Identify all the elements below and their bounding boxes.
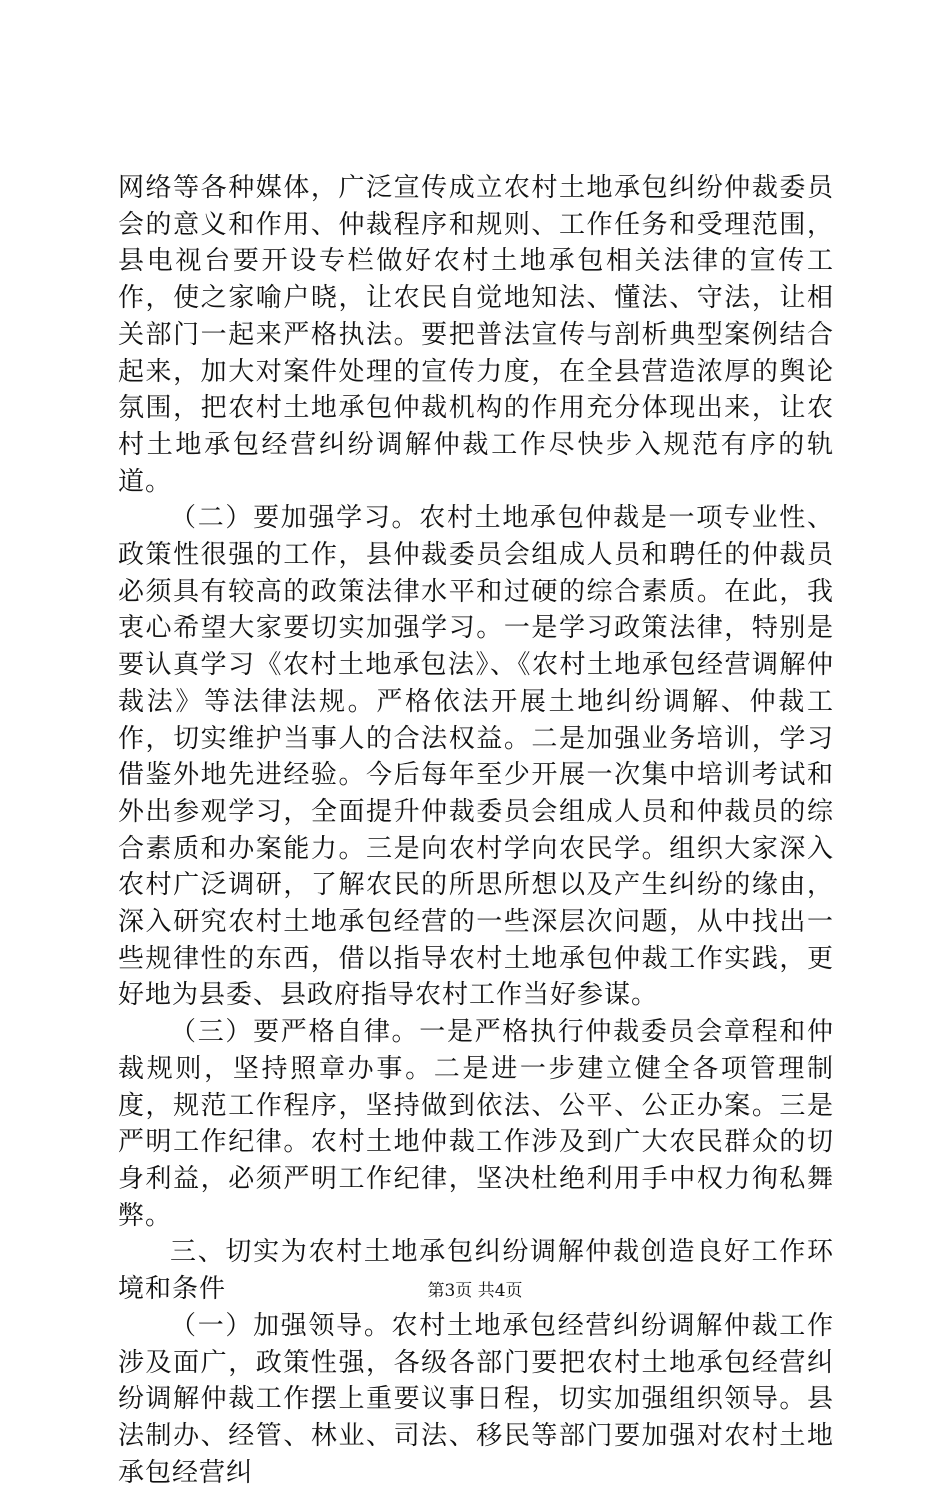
page-footer: 第3页 共4页 [427, 1281, 523, 1301]
paragraph-continued: 网络等各种媒体，广泛宣传成立农村土地承包纠纷仲裁委员会的意义和作用、仲裁程序和规则、工作任务和受理范围，县电视台要开设专栏做好农村土地承包相关法律的宣传工作，使之家喻户晓，让农民自觉地知法、懂法、守法，让相关部门一起来严格执法。要把普法宣传与剖析典型案例结合起来，加大对案件处理的宣传力度，在全县营造浓厚的舆论氛围，把农村土地承包仲裁机构的作用充分体现出来，让农村土地承包经营纠纷调解仲裁工作尽快步入规范有序的轨道。 [118, 173, 834, 497]
section-heading-three: 三、切实为农村土地承包纠纷调解仲裁创造良好工作环境和条件 [118, 1237, 834, 1305]
paragraph-self-discipline: （三）要严格自律。一是严格执行仲裁委员会章程和仲裁规则，坚持照章办事。二是进一步建立健全各项管理制度，规范工作程序，坚持做到依法、公平、公正办案。三是严明工作纪律。农村土地仲裁工作涉及到广大农民群众的切身利益，必须严明工作纪律，坚决杜绝利用手中权力徇私舞弊。 [118, 1017, 834, 1231]
paragraph-leadership: （一）加强领导。农村土地承包经营纠纷调解仲裁工作涉及面广，政策性强，各级各部门要把农村土地承包经营纠纷调解仲裁工作摆上重要议事日程，切实加强组织领导。县法制办、经管、林业、司法、移民等部门要加强对农村土地承包经营纠 [118, 1310, 834, 1488]
paragraph-study: （二）要加强学习。农村土地承包仲裁是一项专业性、政策性很强的工作，县仲裁委员会组成人员和聘任的仲裁员必须具有较高的政策法律水平和过硬的综合素质。在此，我衷心希望大家要切实加强学习。一是学习政策法律，特别是要认真学习《农村土地承包法》、《农村土地承包经营调解仲裁法》等法律法规。严格依法开展土地纠纷调解、仲裁工作，切实维护当事人的合法权益。二是加强业务培训，学习借鉴外地先进经验。今后每年至少开展一次集中培训考试和外出参观学习，全面提升仲裁委员会组成人员和仲裁员的综合素质和办案能力。三是向农村学向农民学。组织大家深入农村广泛调研，了解农民的所思所想以及产生纠纷的缘由，深入研究农村土地承包经营的一些深层次问题，从中找出一些规律性的东西，借以指导农村土地承包仲裁工作实践，更好地为县委、县政府指导农村工作当好参谋。 [118, 503, 834, 1011]
